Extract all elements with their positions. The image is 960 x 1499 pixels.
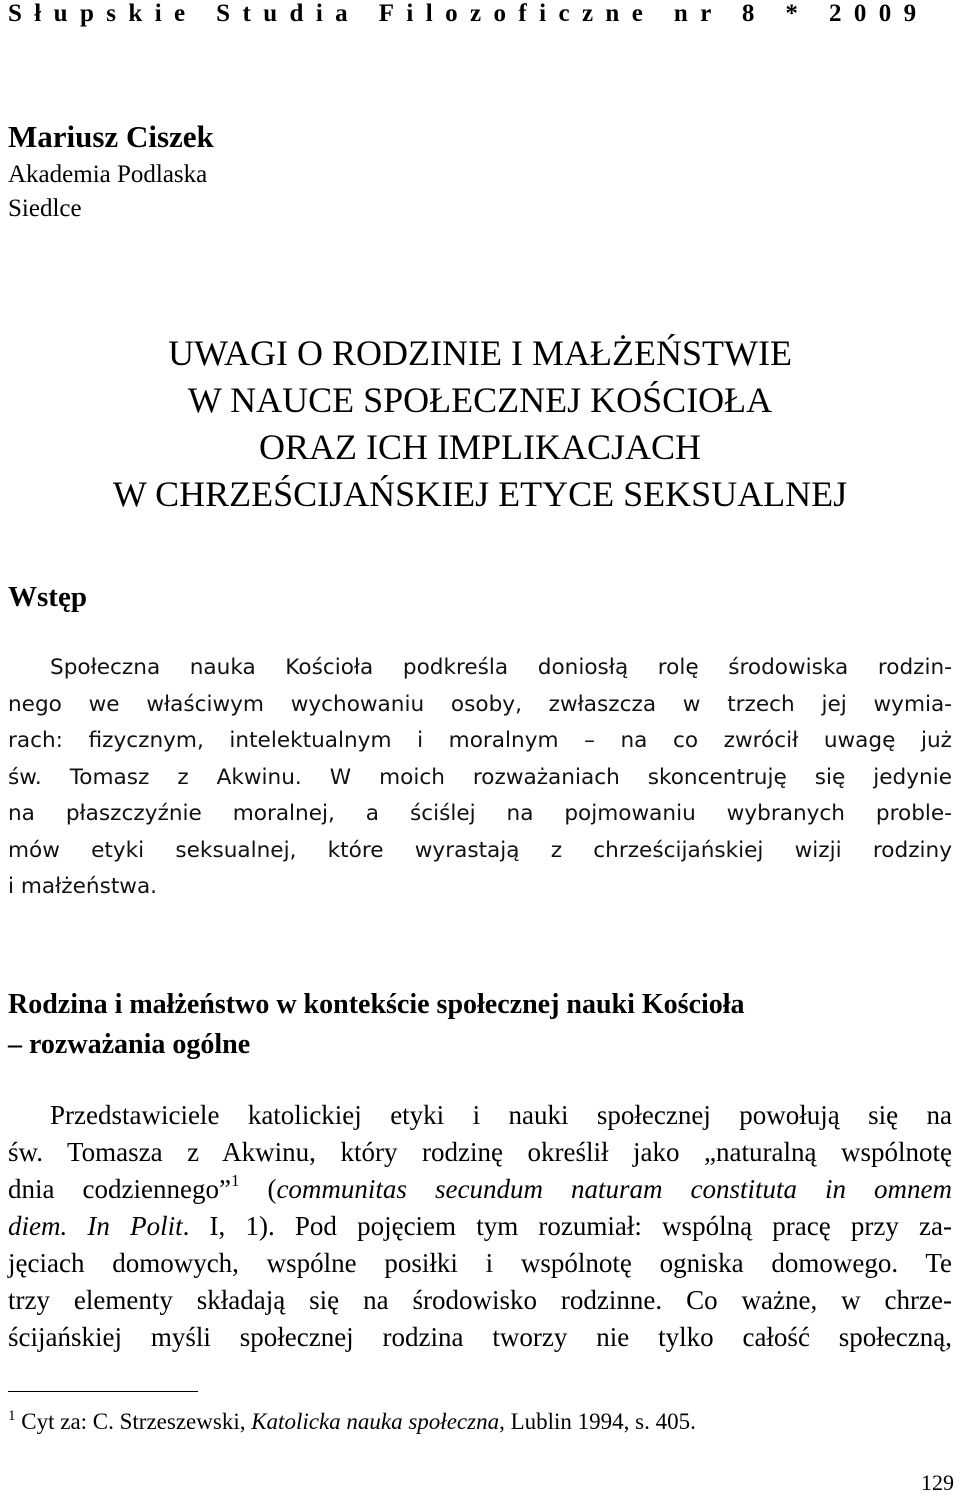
footnote-number: 1 <box>8 1408 16 1424</box>
text-line: ścijańskiej myśli społecznej rodzina tworzy nie tylko całość społeczną, <box>8 1322 952 1352</box>
latin-quote: diem. In Polit <box>8 1211 183 1241</box>
title-line: W NAUCE SPOŁECZNEJ KOŚCIOŁA <box>187 380 773 420</box>
text-segment: W moich rozważaniach skoncentruję się jedynie <box>329 764 952 790</box>
author-name: Mariusz Ciszek <box>8 119 214 154</box>
text-segment: dnia codziennego” <box>8 1174 231 1204</box>
section-heading-line: Rodzina i małżeństwo w kontekście społecznej nauki Kościoła <box>8 989 745 1020</box>
text-line: i małżeństwa. <box>8 874 158 899</box>
text-line <box>8 760 952 797</box>
latin-quote: communitas secundum naturam constituta in omnem <box>276 1174 953 1204</box>
text-line: rach: fizycznym, intelektualnym i moralnym – na co zwrócił uwagę już <box>8 728 952 753</box>
intro-paragraph <box>8 650 952 796</box>
text-segment: św. Tomasz z Akwinu. <box>8 764 302 790</box>
title-line: ORAZ ICH IMPLIKACJACH <box>258 427 702 467</box>
text-line: św. Tomasza z Akwinu, który rodzinę określił jako „naturalną wspólnotę <box>8 1137 952 1167</box>
text-line: trzy elementy składają się na środowisko rodzinne. Co ważne, w chrze- <box>8 1285 952 1315</box>
text-line: Przedstawiciele katolickiej etyki i nauki społecznej powołują się na <box>50 1100 952 1130</box>
title-line: UWAGI O RODZINIE I MAŁŻEŃSTWIE <box>168 333 792 373</box>
text-line: jęciach domowych, wspólne posiłki i wspólnotę ogniska domowego. Te <box>8 1248 952 1278</box>
text-line: nego we właściwym wychowaniu osoby, zwłaszcza w trzech jej wymia- <box>8 691 952 717</box>
footnote <box>8 1407 696 1437</box>
page-number: 129 <box>921 1470 954 1495</box>
text-line: mów etyki seksualnej, które wyrastają z chrześcijańskiej wizji rodziny <box>8 837 952 863</box>
text-line <box>8 1171 952 1208</box>
footnote-ref[interactable]: 1 <box>230 1171 240 1190</box>
footnote-book-title: Katolicka nauka społeczna <box>251 1409 500 1434</box>
footnote-text: , Lublin 1994, s. 405. <box>499 1409 696 1434</box>
section-paragraph <box>8 1097 952 1356</box>
text-segment: ( <box>239 1174 277 1204</box>
journal-header: Słupskie Studia Filozoficzne nr 8 * 2009 <box>8 0 929 27</box>
section-heading <box>8 985 952 1065</box>
footnote-divider <box>8 1391 198 1392</box>
title-line: W CHRZEŚCIJAŃSKIEJ ETYCE SEKSUALNEJ <box>112 474 848 514</box>
footnote-text: Cyt za: C. Strzeszewski, <box>15 1409 252 1434</box>
article-title <box>0 330 960 518</box>
text-line: na płaszczyźnie moralnej, a ściślej na pojmowaniu wybranych proble- <box>8 801 952 826</box>
text-line <box>8 1208 952 1245</box>
text-segment: . I, 1). Pod pojęciem tym rozumiał: wspólną pracę przy za- <box>182 1211 952 1241</box>
section-heading-line: – rozważania ogólne <box>8 1029 251 1060</box>
text-line: Społeczna nauka Kościoła podkreśla doniosłą rolę środowiska rodzin- <box>50 655 952 680</box>
intro-paragraph-continued <box>8 796 952 906</box>
author-institution: Akademia Podlaska <box>8 161 208 188</box>
intro-heading: Wstęp <box>8 581 87 613</box>
author-city: Siedlce <box>8 195 82 222</box>
